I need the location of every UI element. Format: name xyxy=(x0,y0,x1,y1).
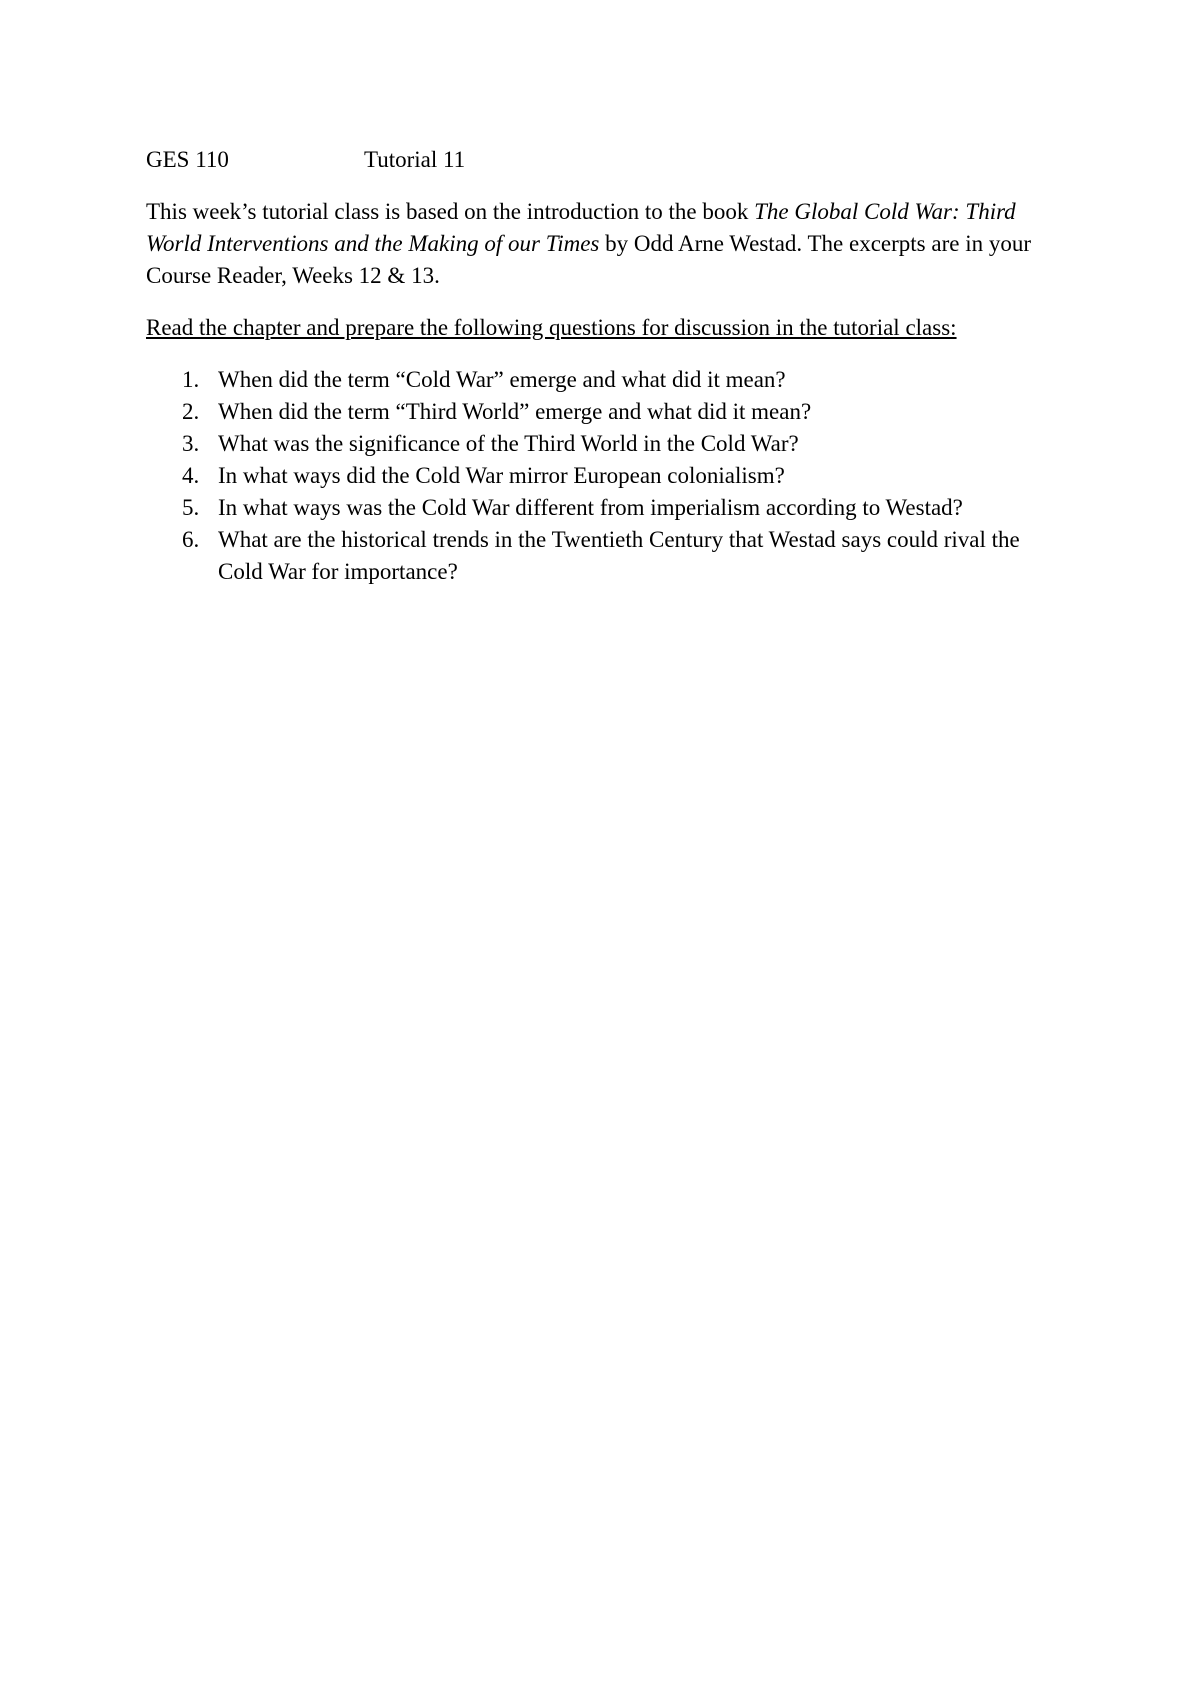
list-item xyxy=(146,364,1046,396)
instructions-text: Read the chapter and prepare the following questions for discussion in the tutorial class: xyxy=(146,315,957,340)
question-text: When did the term “Third World” emerge and what did it mean? xyxy=(218,399,812,424)
list-item xyxy=(146,524,1046,588)
question-text: In what ways did the Cold War mirror European colonialism? xyxy=(218,463,785,488)
question-number: 6. xyxy=(182,527,200,552)
document-header xyxy=(146,144,1046,176)
question-number: 2. xyxy=(182,399,200,424)
question-text: In what ways was the Cold War different from imperialism according to Westad? xyxy=(218,495,963,520)
question-number: 1. xyxy=(182,367,200,392)
book-title: The Global Cold War: Third World Interventions and the Making of our Times xyxy=(146,199,1016,256)
question-number: 5. xyxy=(182,495,200,520)
tutorial-number: Tutorial 11 xyxy=(364,147,466,172)
question-text: What are the historical trends in the Twentieth Century that Westad says could rival the Cold War for importance? xyxy=(218,527,1020,584)
list-item xyxy=(146,460,1046,492)
questions-list xyxy=(146,364,1046,588)
course-code: GES 110 xyxy=(146,147,229,172)
intro-paragraph xyxy=(146,196,1046,292)
question-text: When did the term “Cold War” emerge and what did it mean? xyxy=(218,367,786,392)
list-item xyxy=(146,492,1046,524)
intro-text-end: by Odd Arne Westad. The excerpts are in your Course Reader, Weeks 12 & 13. xyxy=(146,231,1031,288)
list-item xyxy=(146,396,1046,428)
document-content xyxy=(146,144,1046,588)
list-item xyxy=(146,428,1046,460)
question-text: What was the significance of the Third World in the Cold War? xyxy=(218,431,799,456)
intro-text-start: This week’s tutorial class is based on the introduction to the book xyxy=(146,199,755,224)
question-number: 3. xyxy=(182,431,200,456)
question-number: 4. xyxy=(182,463,200,488)
